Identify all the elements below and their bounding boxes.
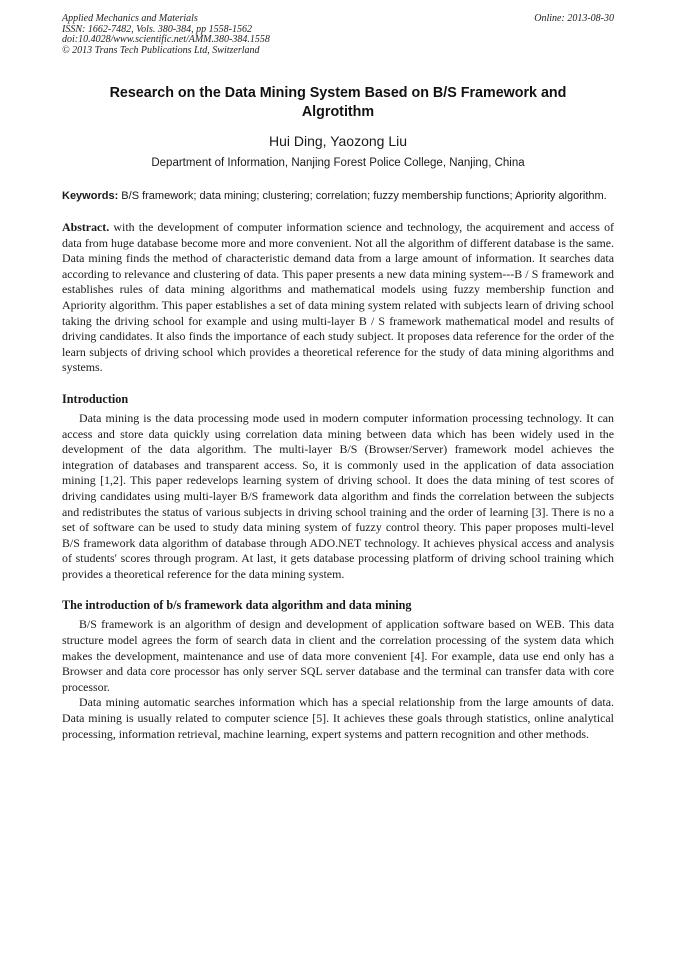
bs-framework-paragraph-1: B/S framework is an algorithm of design and development of application software based on WEB. This data structure model agrees the form of search data in client and the correlation processing of the system data which makes the development, maintenance and use of data more convenient [4]. For example, data use end only has a Browser and data core processor has only server SQL server database and the terminal can transfer data with core processor. bbox=[62, 617, 614, 694]
abstract-text: with the development of computer information science and technology, the acquirement and access of data from huge database become more and more convenient. Not all the algorithm of different database is the same. Data mining finds the method of characteristic demand data from a large amount of information. It searches data according to relevance and clustering of data. This paper presents a new data mining system---B / S framework and establishes rules of data mining algorithms and mathematical models using fuzzy membership function and Apriority algorithm. This paper establishes a set of data mining system related with subjects learn of driving school taking the driving school for example and using multi-layer B / S framework mathematical model and results of driving candidates. It also finds the importance of each study subject. It proposes data reference for the order of the learn subjects of driving school which provides a theoretical reference for the study of data mining algorithms and systems. bbox=[62, 220, 614, 375]
paper-page bbox=[62, 14, 614, 742]
paper-authors: Hui Ding, Yaozong Liu bbox=[268, 133, 408, 149]
bs-framework-paragraph-2: Data mining automatic searches information which has a special relationship from the large amounts of data. Data mining is usually related to computer science [5]. It achieves these goals through statistics, online analytical processing, information retrieval, machine learning, expert systems and pattern recognition and other methods. bbox=[62, 695, 614, 741]
abstract bbox=[62, 220, 614, 376]
keywords bbox=[62, 189, 614, 203]
online-date: Online: 2013-08-30 bbox=[534, 13, 614, 24]
journal-header bbox=[62, 14, 614, 56]
keywords-text: B/S framework; data mining; clustering; correlation; fuzzy membership functions; Apriority algorithm. bbox=[118, 190, 607, 202]
introduction-paragraph: Data mining is the data processing mode used in modern computer information processing technology. It can access and store data quickly using correlation data mining between data which has been widely used in the development of the data algorithm. The multi-layer B/S (Browser/Server) framework model achieves the integration of databases and transparent access. So, it is commonly used in the application of data association mining [1,2]. This paper redevelops learning system of driving school. It does the data mining of test scores of driving candidates using multi-layer B/S framework data algorithm and finds the correlation between the subjects and redistributes the status of various subjects in driving school training and the order of learning [3]. There is no a set of software can be used to study data mining system of fuzzy control theory. This paper proposes multi-level B/S framework data algorithm of database through ADO.NET technology. It achieves physical access and analysis of students' scores through program. At last, it gets database processing platform of driving school training which provides a theoretical reference for the data mining system. bbox=[62, 410, 614, 581]
journal-issn: ISSN: 1662-7482, Vols. 380-384, pp 1558-1562 bbox=[62, 23, 252, 35]
paper-title: Research on the Data Mining System Based on B/S Framework and Algrotithm bbox=[109, 85, 567, 120]
journal-name: Applied Mechanics and Materials bbox=[62, 13, 198, 24]
keywords-label: Keywords: bbox=[62, 190, 119, 202]
abstract-label: Abstract. bbox=[62, 220, 110, 234]
journal-copyright: © 2013 Trans Tech Publications Ltd, Switzerland bbox=[62, 44, 260, 56]
paper-affiliation: Department of Information, Nanjing Forest Police College, Nanjing, China bbox=[151, 157, 525, 169]
journal-doi: doi:10.4028/www.scientific.net/AMM.380-384.1558 bbox=[62, 34, 270, 45]
section-heading-bs-framework: The introduction of b/s framework data algorithm and data mining bbox=[62, 598, 412, 613]
section-heading-introduction: Introduction bbox=[62, 391, 129, 406]
